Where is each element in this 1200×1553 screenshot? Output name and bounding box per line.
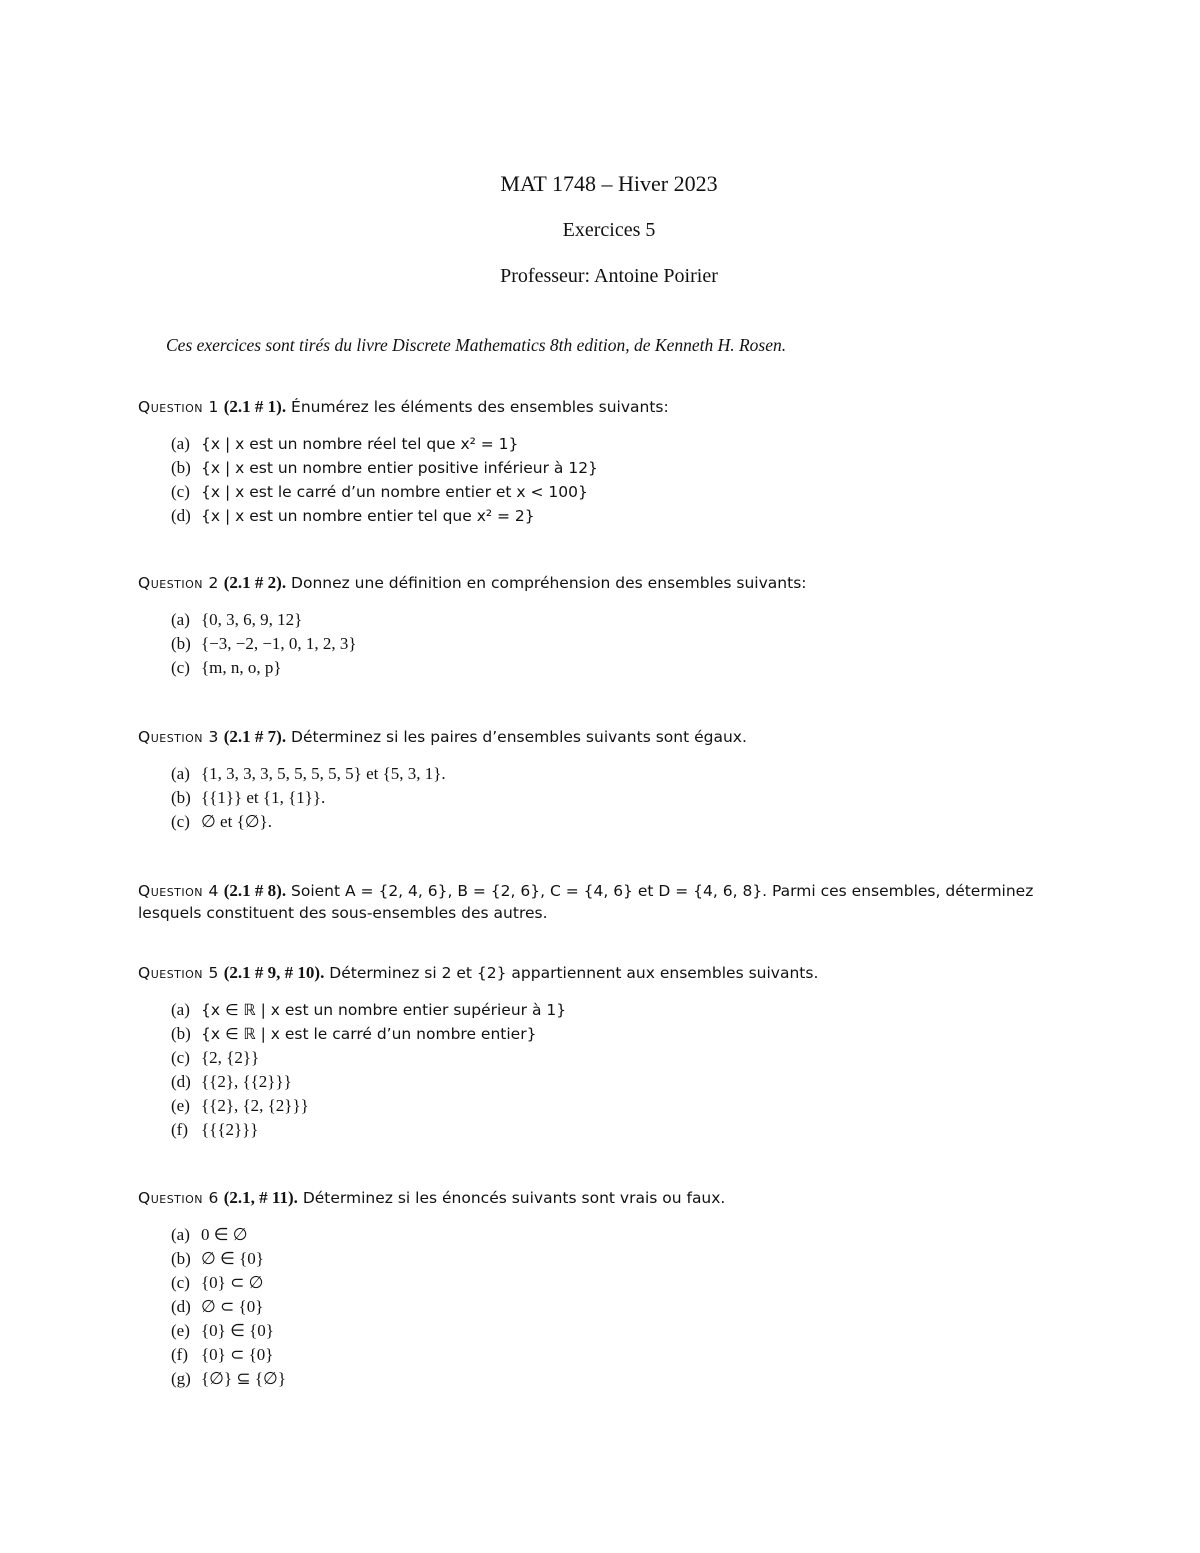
list-item: [171, 1343, 1088, 1367]
item-label: (a): [171, 434, 190, 453]
item-label: (f): [171, 1120, 188, 1139]
item-label: (d): [171, 506, 191, 525]
question-2: [138, 572, 1088, 680]
question-header: [138, 880, 1088, 924]
question-text: Déterminez si 2 et {2} appartiennent aux ensembles suivants.: [324, 964, 819, 982]
item-list: [171, 608, 1088, 680]
question-label: Question 2: [138, 574, 219, 592]
list-item: [171, 1118, 1088, 1142]
item-text: {∅} ⊆ {∅}: [201, 1369, 286, 1388]
item-label: (b): [171, 458, 191, 477]
course-title: MAT 1748 – Hiver 2023: [500, 171, 718, 196]
item-text: {x | x est le carré d’un nombre entier et x < 100}: [201, 483, 588, 501]
list-item: [171, 1094, 1088, 1118]
item-text: ∅ ∈ {0}: [201, 1249, 264, 1268]
item-text: {−3, −2, −1, 0, 1, 2, 3}: [201, 634, 357, 653]
item-text: {x | x est un nombre entier tel que x² = 2}: [201, 507, 535, 525]
item-list: [171, 998, 1088, 1142]
item-label: (c): [171, 658, 190, 677]
list-item: [171, 632, 1088, 656]
exercise-subtitle: Exercices 5: [562, 219, 656, 241]
item-text: ∅ et {∅}.: [201, 812, 272, 831]
question-3: [138, 726, 1088, 834]
question-header: [138, 962, 1088, 984]
item-text: {0} ∈ {0}: [201, 1321, 274, 1340]
question-ref: (2.1 # 7).: [223, 727, 287, 746]
list-item: [171, 1046, 1088, 1070]
item-text: {0} ⊂ {0}: [201, 1345, 274, 1364]
item-list: [171, 432, 1088, 528]
list-item: [171, 456, 1088, 480]
list-item: [171, 432, 1088, 456]
list-item: [171, 608, 1088, 632]
list-item: [171, 762, 1088, 786]
list-item: [171, 998, 1088, 1022]
question-4: [138, 880, 1088, 924]
question-header: [138, 572, 1088, 594]
list-item: [171, 504, 1088, 528]
list-item: [171, 1022, 1088, 1046]
question-text: Donnez une définition en compréhension des ensembles suivants:: [286, 574, 807, 592]
list-item: [171, 786, 1088, 810]
item-label: (d): [171, 1297, 191, 1316]
question-text: Déterminez si les énoncés suivants sont vrais ou faux.: [297, 1189, 726, 1207]
item-label: (a): [171, 1000, 190, 1019]
question-ref: (2.1 # 2).: [223, 573, 287, 592]
list-item: [171, 1295, 1088, 1319]
question-label: Question 6: [138, 1189, 219, 1207]
item-label: (a): [171, 610, 190, 629]
item-text: ∅ ⊂ {0}: [201, 1297, 264, 1316]
item-list: [171, 762, 1088, 834]
item-label: (c): [171, 1048, 190, 1067]
list-item: [171, 656, 1088, 680]
question-label: Question 1: [138, 398, 219, 416]
question-label: Question 3: [138, 728, 219, 746]
list-item: [171, 1223, 1088, 1247]
question-text: Énumérez les éléments des ensembles suivants:: [286, 398, 669, 416]
question-text: Déterminez si les paires d’ensembles suivants sont égaux.: [286, 728, 747, 746]
item-text: {{2}, {{2}}}: [201, 1072, 292, 1091]
question-header: [138, 726, 1088, 748]
question-ref: (2.1 # 1).: [223, 397, 287, 416]
item-text: {x | x est un nombre réel tel que x² = 1}: [201, 435, 519, 453]
item-label: (g): [171, 1369, 191, 1388]
question-header: [138, 1187, 1088, 1209]
list-item: [171, 1319, 1088, 1343]
source-note: Ces exercices sont tirés du livre Discrete Mathematics 8th edition, de Kenneth H. Rosen.: [166, 335, 787, 355]
question-text: Soient A = {2, 4, 6}, B = {2, 6}, C = {4, 6} et D = {4, 6, 8}. Parmi ces ensembles, déterminez lesquels constituent des sous-ensembles des autres.: [138, 882, 1034, 922]
item-text: {x ∈ ℝ | x est un nombre entier supérieur à 1}: [201, 1001, 567, 1019]
question-5: [138, 962, 1088, 1142]
item-text: {m, n, o, p}: [201, 658, 282, 677]
list-item: [171, 480, 1088, 504]
item-list: [171, 1223, 1088, 1391]
item-label: (b): [171, 634, 191, 653]
item-label: (c): [171, 482, 190, 501]
item-label: (c): [171, 1273, 190, 1292]
question-header: [138, 396, 1088, 418]
item-text: {x | x est un nombre entier positive inférieur à 12}: [201, 459, 598, 477]
list-item: [171, 810, 1088, 834]
item-text: {x ∈ ℝ | x est le carré d’un nombre entier}: [201, 1025, 537, 1043]
item-text: {2, {2}}: [201, 1048, 260, 1067]
list-item: [171, 1247, 1088, 1271]
list-item: [171, 1271, 1088, 1295]
item-label: (b): [171, 788, 191, 807]
item-text: {{1}} et {1, {1}}.: [201, 788, 326, 807]
question-label: Question 5: [138, 964, 219, 982]
item-text: {{{2}}}: [201, 1120, 259, 1139]
item-text: {1, 3, 3, 3, 5, 5, 5, 5, 5} et {5, 3, 1}.: [201, 764, 446, 783]
item-label: (d): [171, 1072, 191, 1091]
item-label: (b): [171, 1024, 191, 1043]
question-label: Question 4: [138, 882, 219, 900]
item-label: (a): [171, 764, 190, 783]
professor-line: Professeur: Antoine Poirier: [500, 265, 718, 287]
item-text: {0} ⊂ ∅: [201, 1273, 264, 1292]
item-text: {0, 3, 6, 9, 12}: [201, 610, 303, 629]
question-ref: (2.1, # 11).: [223, 1188, 298, 1207]
item-text: 0 ∈ ∅: [201, 1225, 248, 1244]
item-label: (f): [171, 1345, 188, 1364]
item-label: (e): [171, 1096, 190, 1115]
item-text: {{2}, {2, {2}}}: [201, 1096, 309, 1115]
item-label: (c): [171, 812, 190, 831]
question-1: [138, 396, 1088, 528]
item-label: (b): [171, 1249, 191, 1268]
item-label: (e): [171, 1321, 190, 1340]
question-6: [138, 1187, 1088, 1391]
question-ref: (2.1 # 9, # 10).: [223, 963, 325, 982]
list-item: [171, 1070, 1088, 1094]
question-ref: (2.1 # 8).: [223, 881, 287, 900]
item-label: (a): [171, 1225, 190, 1244]
list-item: [171, 1367, 1088, 1391]
